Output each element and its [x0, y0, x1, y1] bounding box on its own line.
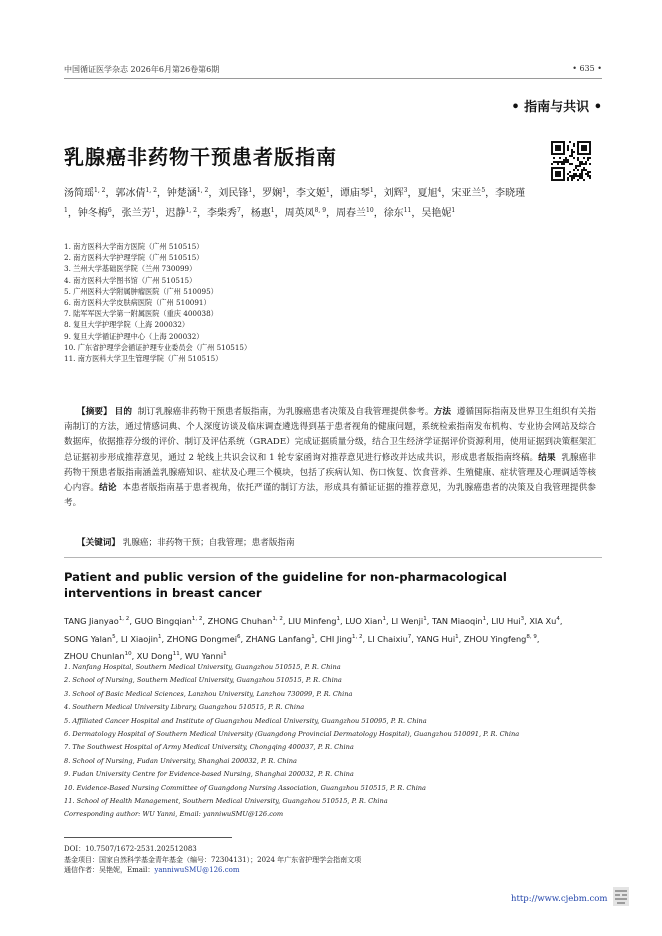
en-author: [464, 634, 537, 644]
en-author-name: CHI Jing: [319, 633, 352, 644]
chinese-affiliation-list: [64, 241, 251, 364]
cn-author-name: 郭冰倩: [115, 188, 146, 199]
methods-label: 方法: [433, 407, 452, 417]
en-author: [64, 651, 132, 661]
en-author-affiliation-mark: 1: [336, 616, 340, 622]
en-author: [368, 634, 412, 644]
en-author: [432, 616, 486, 626]
cn-author-affiliation-mark: 6: [107, 207, 112, 214]
en-author-name: ZHOU Chunlan: [64, 651, 125, 662]
cn-author: [167, 188, 208, 199]
journal-header: 中国循证医学杂志 2026年6月第26卷第6期: [64, 65, 220, 74]
english-affiliation: 4. Southern Medical University Library, Guangzhou 510515, P. R. China: [64, 703, 305, 712]
en-author-affiliation-mark: 1: [223, 651, 227, 658]
english-affiliation: 9. Fudan University Centre for Evidence-based Nursing, Shanghai 200032, P. R. China: [64, 770, 354, 779]
cn-author-affiliation-mark: 1: [270, 207, 275, 214]
english-title: Patient and public version of the guideline for non-pharmacological interventions in breast cancer: [64, 570, 507, 600]
en-author-name: XU Dong: [136, 651, 173, 662]
en-author: [491, 616, 524, 626]
chinese-affiliation: 1. 南方医科大学南方医院（广州 510515）: [64, 242, 204, 251]
cn-author: [251, 208, 275, 219]
cn-author-affiliation-mark: 1: [451, 207, 456, 214]
en-author-affiliation-mark: 10: [124, 651, 132, 658]
cn-author: [340, 188, 374, 199]
en-author-name: XIA Xu: [529, 616, 557, 626]
cn-author: [336, 208, 374, 219]
chinese-affiliation: 5. 广州医科大学附属肿瘤医院（广州 510095）: [64, 286, 218, 296]
cn-author: [296, 188, 330, 199]
results-label: 结果: [538, 452, 556, 463]
en-author-affiliation-mark: 1, 2: [191, 616, 203, 622]
cn-author-name: 徐东: [383, 208, 404, 219]
cn-author-affiliation-mark: 11: [403, 207, 412, 214]
en-author-affiliation-mark: 4: [556, 616, 560, 622]
keywords: [77, 536, 295, 548]
cn-author: [207, 208, 241, 219]
en-author-affiliation-mark: 1: [482, 616, 487, 622]
en-author-affiliation-mark: 1, 2: [351, 633, 363, 640]
en-author-name: LIU Hui: [491, 616, 521, 626]
english-affiliation: 1. Nanfang Hospital, Southern Medical University, Guangzhou 510515, P. R. China: [64, 663, 341, 671]
cn-author-affiliation-mark: 1: [64, 207, 68, 214]
keywords-divider: [64, 557, 602, 558]
corresponding-prefix: 通信作者：吴艳妮，Email：: [64, 866, 155, 874]
english-affiliation: 7. The Southwest Hospital of Army Medical University, Chongqing 400037, P. R. China: [64, 743, 354, 752]
en-author-name: ZHOU Yingfeng: [463, 633, 527, 644]
en-author-name: GUO Bingqian: [134, 616, 192, 626]
en-author-affiliation-mark: 1: [382, 616, 387, 622]
journal-logo-icon: [613, 887, 629, 906]
footnote: [64, 844, 361, 876]
conclusion-text: 本患者版指南基于患者视角，依托严谨的制订方法，形成具有循证证据的推荐意见，为乳腺癌患者的决策及自我管理提供参考。: [64, 483, 596, 509]
en-author: [64, 616, 129, 626]
page-number: • 635 •: [572, 64, 602, 73]
chinese-title: 乳腺癌非药物干预患者版指南: [64, 145, 337, 169]
cn-author-name: 钟楚涵: [166, 188, 197, 199]
en-author-name: YANG Hui: [416, 633, 456, 644]
cn-author-affiliation-mark: 5: [481, 187, 486, 194]
en-author: [416, 634, 458, 644]
en-author: [121, 634, 162, 644]
doi[interactable]: DOI：10.7507/1672-2531.202512083: [64, 845, 197, 853]
abstract: [64, 405, 596, 511]
en-author-name: LIU Minfeng: [288, 616, 337, 626]
en-author-name: SONG Yalan: [64, 633, 113, 644]
en-author: [185, 651, 227, 661]
english-affiliation: 3. School of Basic Medical Sciences, Lanzhou University, Lanzhou 730099, P. R. China: [64, 689, 353, 698]
english-author-list: TANG Jianyao$^{1, 2}$, GUO Bingqian$^{1, 2}$, ZHONG Chuhan$^{1, 2}$, LIU Minfeng$^1$, LUO Xian$^1$, LI Wenji$^1$, TAN Miaoqin$^1$, LIU Hui$^3$, XIA Xu$^4$, SONG Yalan$^5$, LI Xiaojin$^1$, ZHONG Dongmei$^6$, ZHANG Lanfang$^1$, CHI Jing$^{1, 2}$, LI Chaixiu$^7$, YANG Hui$^1$, ZHOU Yingfeng$^{8, 9}$, ZHOU Chunlan$^{10}$, XU Dong$^{11}$, WU Yanni$^1$: [64, 616, 563, 662]
cn-author: [165, 208, 196, 219]
cn-author-name: 宋亚兰: [451, 188, 482, 199]
english-affiliation-list: [64, 661, 519, 822]
en-author-affiliation-mark: 5: [112, 633, 116, 640]
cn-author: [285, 208, 326, 219]
en-author: [391, 616, 426, 626]
en-author: [246, 634, 315, 644]
en-author-name: ZHONG Chuhan: [207, 616, 273, 626]
chinese-author-list: 汤简瑶$^{1, 2}$，郭冰倩$^{1, 2}$，钟楚涵$^{1, 2}$，刘民锋$^1$，罗娴$^1$，李文姬$^1$，谭庙琴$^1$，刘辉$^3$，夏旭$^4$，宋亚兰$^5$，李晓瑾$^1$，钟冬梅$^6$，张兰芳$^1$，迟静$^{1, 2}$，李柴秀$^7$，杨惠$^1$，周英凤$^{8, 9}$，周春兰$^{10}$，徐东$^{11}$，吴艳妮$^1$: [64, 187, 526, 219]
en-author-affiliation-mark: 3: [520, 616, 525, 622]
cn-author: [262, 188, 286, 199]
keywords-label: 【关键词】: [77, 538, 120, 548]
header-divider: [64, 78, 602, 79]
english-affiliation: 11. School of Health Management, Southern Medical University, Guangzhou 510515, P. R. China: [64, 797, 388, 806]
corresponding-note: [64, 865, 361, 876]
en-author-affiliation-mark: 1, 2: [118, 616, 130, 622]
english-affiliation: Corresponding author: WU Yanni, Email: yanniwuSMU@126.com: [64, 810, 284, 819]
chinese-affiliation: 8. 复旦大学护理学院（上海 200032）: [64, 320, 190, 330]
cn-author-affiliation-mark: 1, 2: [145, 187, 157, 194]
en-author-name: TAN Miaoqin: [431, 616, 483, 626]
en-author-affiliation-mark: 1: [455, 633, 459, 640]
corresponding-email-link[interactable]: yanniwuSMU@126.com: [154, 866, 240, 874]
qr-code-icon: [551, 141, 591, 181]
cn-author: [384, 208, 412, 219]
results-text: 乳腺癌非药物干预患者版指南涵盖乳腺癌知识、症状及心理三个模块，包括了疾病认知、伤口恢复、饮食营养、生殖健康、症状管理及心理调适等核心内容。: [64, 452, 596, 494]
cn-author-affiliation-mark: 3: [403, 187, 408, 194]
cn-author: [421, 208, 455, 219]
cn-author-affiliation-mark: 1: [326, 187, 330, 194]
en-author-affiliation-mark: 1: [311, 633, 315, 640]
cn-author: [115, 188, 156, 199]
en-author: [529, 616, 560, 626]
en-author: [64, 634, 116, 644]
cn-author-affiliation-mark: 1: [369, 187, 374, 194]
en-author-name: TANG Jianyao: [64, 616, 119, 626]
abstract-label: 【摘要】: [77, 407, 112, 417]
keywords-text: 乳腺癌；非药物干预；自我管理；患者版指南: [122, 538, 295, 548]
en-author-name: ZHONG Dongmei: [166, 633, 238, 644]
cn-author-name: 谭庙琴: [339, 188, 370, 199]
objective-text: 制订乳腺癌非药物干预患者版指南，为乳腺癌患者决策及自我管理提供参考。: [137, 407, 434, 417]
cn-author: [451, 188, 485, 199]
chinese-affiliation: 6. 南方医科大学皮肤病医院（广州 510091）: [64, 298, 211, 308]
en-author-name: LI Wenji: [391, 616, 424, 626]
journal-website-link[interactable]: http://www.cjebm.com: [511, 894, 608, 904]
cn-author-affiliation-mark: 1: [248, 187, 253, 194]
english-affiliation: 6. Dermatology Hospital of Southern Medical University (Guangdong Provincial Dermatology Hospital), Guangzhou 510091, P. R. China: [64, 730, 520, 739]
chinese-affiliation: 10. 广东省护理学会循证护理专业委员会（广州 510515）: [64, 342, 252, 352]
cn-author-name: 李柴秀: [206, 208, 237, 219]
cn-author-affiliation-mark: 1, 2: [94, 187, 106, 194]
en-author-name: WU Yanni: [184, 651, 224, 662]
cn-author-affiliation-mark: 7: [236, 207, 241, 214]
cn-author-name: 刘辉: [383, 188, 404, 199]
cn-author-name: 汤简瑶: [64, 188, 94, 199]
en-author: [167, 634, 241, 644]
english-affiliation: 5. Affiliated Cancer Hospital and Institute of Guangzhou Medical University, Guangzhou 510095, P. R. China: [64, 716, 427, 725]
en-author-name: LI Xiaojin: [120, 633, 159, 644]
en-author-name: LUO Xian: [345, 616, 383, 626]
chinese-affiliation: 7. 陆军军医大学第一附属医院（重庆 400038）: [64, 309, 218, 319]
en-author: [320, 634, 362, 644]
en-author: [288, 616, 340, 626]
en-author-affiliation-mark: 1, 2: [272, 616, 283, 622]
section-label: • 指南与共识 •: [511, 100, 602, 115]
en-author: [137, 651, 180, 661]
en-author-name: ZHANG Lanfang: [245, 633, 312, 644]
en-author-name: LI Chaixiu: [367, 633, 408, 644]
cn-author-name: 周春兰: [336, 208, 367, 219]
chinese-affiliation: 11. 南方医科大学卫生管理学院（广州 510515）: [64, 354, 223, 364]
cn-author-name: 周英凤: [284, 208, 315, 219]
cn-author: [78, 208, 112, 219]
en-author-affiliation-mark: 11: [172, 651, 180, 658]
cn-author-name: 钟冬梅: [77, 208, 108, 219]
objective-label: 目的: [114, 407, 133, 417]
en-author-affiliation-mark: 1: [423, 616, 427, 622]
cn-author-name: 杨惠: [250, 208, 271, 219]
footnote-divider: [64, 837, 232, 838]
cn-author-name: 张兰芳: [121, 208, 152, 219]
chinese-affiliation: 4. 南方医科大学图书馆（广州 510515）: [64, 275, 197, 285]
cn-author-name: 吴艳妮: [421, 208, 452, 219]
conclusion-label: 结论: [99, 483, 117, 494]
cn-author-name: 迟静: [165, 208, 186, 219]
en-author: [208, 616, 283, 626]
cn-author: [122, 208, 156, 219]
en-author-affiliation-mark: 1: [158, 633, 162, 640]
funding-note: 基金项目：国家自然科学基金青年基金（编号：72304131）；2024 年广东省护理学会指南文项: [64, 855, 362, 864]
en-author-affiliation-mark: 6: [237, 633, 241, 640]
cn-author-affiliation-mark: 1, 2: [185, 207, 197, 214]
english-affiliation: 2. School of Nursing, Southern Medical University, Guangzhou 510515, P. R. China: [64, 676, 342, 685]
cn-author-name: 李晓瑾: [495, 188, 526, 199]
cn-author: [218, 188, 252, 199]
cn-author-affiliation-mark: 4: [437, 187, 442, 194]
cn-author-affiliation-mark: 1, 2: [196, 187, 209, 194]
cn-author-affiliation-mark: 10: [366, 207, 374, 214]
cn-author: [64, 188, 105, 199]
cn-author-name: 李文姬: [296, 188, 327, 199]
chinese-affiliation: 9. 复旦大学循证护理中心（上海 200032）: [64, 331, 204, 341]
cn-author-affiliation-mark: 1: [151, 207, 156, 214]
en-author: [135, 616, 203, 626]
cn-author: [418, 188, 442, 199]
cn-author: [384, 188, 408, 199]
chinese-affiliation: 2. 南方医科大学护理学院（广州 510515）: [64, 253, 204, 263]
english-affiliation: 8. School of Nursing, Fudan University, Shanghai 200032, P. R. China: [64, 756, 297, 765]
cn-author-affiliation-mark: 8, 9: [314, 207, 327, 214]
methods-text: 遵循国际指南及世界卫生组织有关指南制订的方法，通过情感词典、个人深度访谈及临床调查遴选得到基于患者视角的健康问题，系统检索指南发布机构、专业协会网站及综合数据库，依据推荐分级的评价、制订及评估系统（GRADE）完成证据质量分级，结合卫生经济学证据评价资源利用，使用证据到决策框架汇总证据初步形成推荐意见，通过 2 轮线上共识会议和 1 轮专家函询对推荐意见进行修改并达成共识，形成患者版指南终稿。: [64, 407, 596, 463]
cn-author-name: 罗娴: [262, 188, 283, 199]
cn-author-affiliation-mark: 1: [282, 187, 287, 194]
chinese-affiliation: 3. 兰州大学基础医学院（兰州 730099）: [64, 264, 197, 274]
cn-author-name: 刘民锋: [218, 188, 249, 199]
english-affiliation: 10. Evidence-Based Nursing Committee of Guangdong Nursing Association, Guangzhou 510515, P. R. China: [64, 783, 426, 792]
en-author: [345, 616, 386, 626]
en-author-affiliation-mark: 8, 9: [526, 633, 537, 640]
en-author-affiliation-mark: 7: [407, 633, 412, 640]
cn-author-name: 夏旭: [417, 188, 438, 199]
